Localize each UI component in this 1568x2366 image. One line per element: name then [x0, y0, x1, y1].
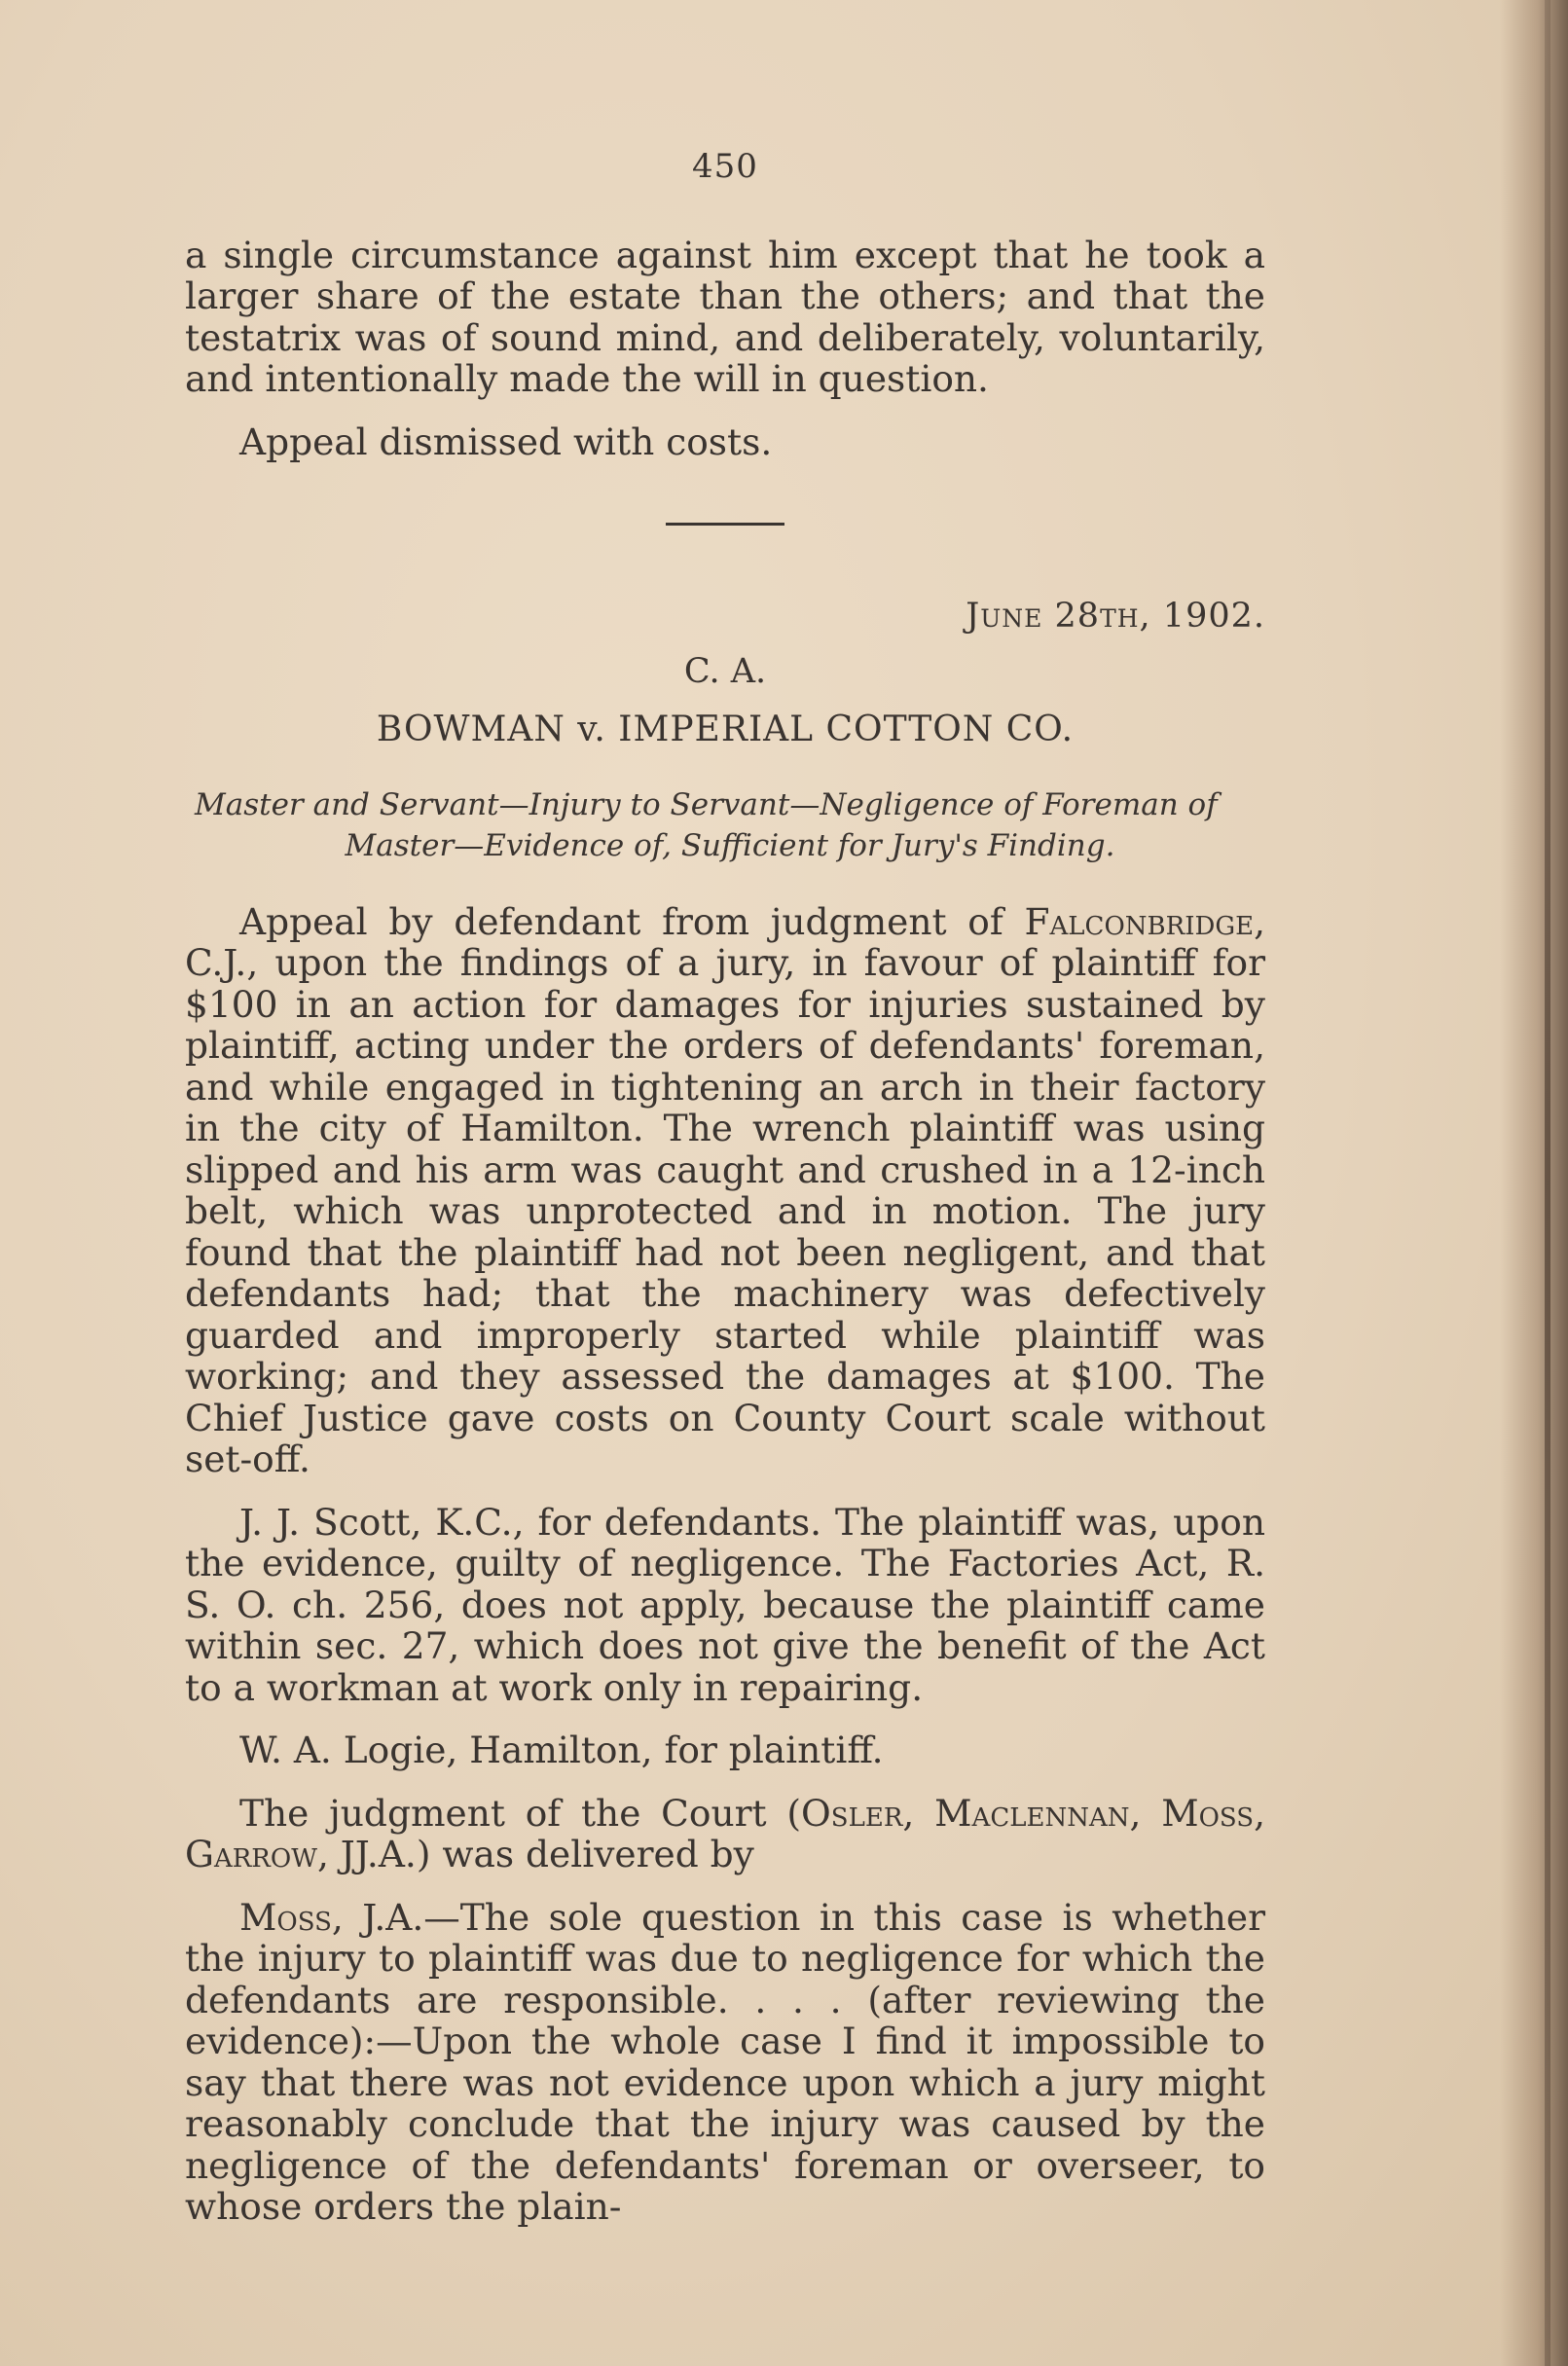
opinion-paragraph	[185, 1897, 1265, 2228]
counsel-plaintiff-paragraph: W. A. Logie, Hamilton, for plaintiff.	[239, 1729, 884, 1771]
section-divider	[666, 523, 784, 526]
appeal-text-rest: , C.J., upon the findings of a jury, in favour of plaintiff for $100 in an action for damages for injuries sustained by plaintiff, acting under the orders of defendants' foreman, and while engaged in tightening an arch in their factory in the city of Hamilton. The wrench plaintiff was using slipped and his arm was caught and crushed in a 12-inch belt, which was unprotected and in motion. The jury found that the plaintiff had not been negligent, and that defendants had; that the machinery was defectively guarded and improperly started while plaintiff was working; and they assessed the damages at $100. The Chief Justice gave costs on County Court scale without set-off.	[185, 899, 1265, 1480]
headnote-line-2: Master—Evidence of, Sufficient for Jury's Finding.	[345, 827, 1115, 863]
previous-case-disposition: Appeal dismissed with costs.	[239, 419, 773, 463]
page-number: 450	[692, 147, 758, 186]
bench-judges: Osler, Maclennan, Moss, Garrow	[185, 1791, 1266, 1875]
case-title: BOWMAN v. IMPERIAL COTTON CO.	[376, 710, 1075, 749]
trial-judge-name: Falconbridge	[1024, 899, 1255, 943]
case-date: June 28th, 1902.	[966, 597, 1265, 636]
appeal-text-start: Appeal by defendant from judgment of	[239, 899, 1025, 943]
opinion-text: , J.A.—The sole question in this case is whether the injury to plaintiff was due to negligence for which the defendants are responsible. . . . (after reviewing the evidence):—Upon the whole case I find it impossible to say that there was not evidence upon which a jury might reasonably conclude that the injury was caused by the negligence of the defendants' foreman or overseer, to whose orders the plain-	[185, 1895, 1265, 2228]
previous-case-paragraph: a single circumstance against him except that he took a larger share of the estate than the others; and that the testatrix was of sound mind, and deliberately, voluntarily, and intentionally made the will in question.	[185, 233, 1265, 400]
appeal-paragraph	[185, 901, 1265, 1480]
headnote-line-1: Master and Servant—Injury to Servant—Negligence of Foreman of	[195, 786, 1218, 822]
headnote	[185, 784, 1265, 866]
judgment-intro-start: The judgment of the Court (	[239, 1791, 802, 1835]
court-abbreviation: C. A.	[683, 651, 767, 691]
judgment-intro-paragraph	[185, 1793, 1265, 1875]
counsel-defendants-paragraph: J. J. Scott, K.C., for defendants. The plaintiff was, upon the evidence, guilty of negligence. The Factories Act, R. S. O. ch. 256, does not apply, because the plaintiff came within sec. 27, which does not give the benefit of the Act to a workman at work only in repairing.	[185, 1500, 1265, 1709]
opinion-judge-name: Moss	[239, 1895, 332, 1939]
binding-edge	[1545, 0, 1550, 2366]
case-body	[185, 901, 1265, 2228]
page-text-column	[185, 146, 1265, 2228]
page-edge-shadow	[1500, 0, 1568, 2366]
judgment-intro-rest: , JJ.A.) was delivered by	[316, 1833, 754, 1875]
